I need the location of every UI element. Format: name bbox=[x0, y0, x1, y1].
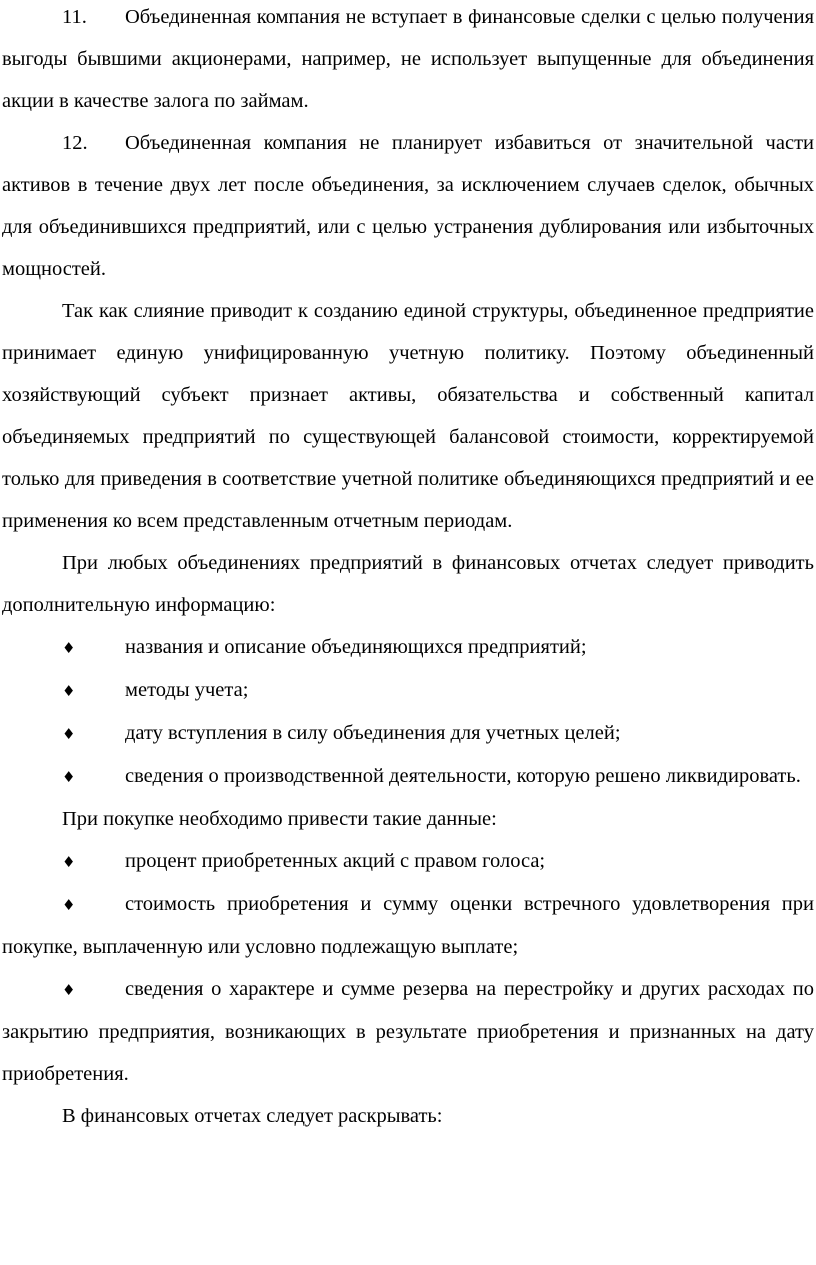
bullet-item bbox=[2, 883, 814, 968]
bullet-item bbox=[2, 669, 814, 712]
item-number: 12. bbox=[62, 132, 88, 154]
item-text: Объединенная компания не вступает в финансовые сделки с целью получения выгоды бывшими акционерами, например, не использует выпущенные для объединения акции в качестве залога по займам. bbox=[2, 6, 814, 112]
paragraph-final: В финансовых отчетах следует раскрывать: bbox=[62, 1105, 443, 1127]
bullet-text: сведения о производственной деятельности, которую решено ликвидировать. bbox=[125, 765, 801, 787]
bullet-item bbox=[2, 755, 814, 798]
diamond-bullet-icon: ♦ bbox=[62, 725, 76, 743]
bullet-text: дату вступления в силу объединения для учетных целей; bbox=[125, 722, 621, 744]
bullet-text: стоимость приобретения и сумму оценки встречного удовлетворения при покупке, выплаченную или условно подлежащую выплате; bbox=[2, 893, 814, 958]
bullet-item bbox=[2, 712, 814, 755]
paragraph-merger: Так как слияние приводит к созданию единой структуры, объединенное предприятие принимает единую унифицированную учетную политику. Поэтому объединенный хозяйствующий субъект признает активы, обязательства и собственный капитал объединяемых предприятий по существующей балансовой стоимости, корректируемой только для приведения в соответствие учетной политике объединяющихся предприятий и ее применения ко всем представленным отчетным периодам. bbox=[2, 300, 814, 532]
bullet-text: процент приобретенных акций с правом голоса; bbox=[125, 850, 546, 872]
paragraph-purchase-intro: При покупке необходимо привести такие данные: bbox=[62, 808, 497, 830]
bullet-item bbox=[2, 840, 814, 883]
diamond-bullet-icon: ♦ bbox=[62, 981, 76, 999]
bullet-text: названия и описание объединяющихся предприятий; bbox=[125, 636, 587, 658]
item-number: 11. bbox=[62, 6, 87, 28]
item-text: Объединенная компания не планирует избавиться от значительной части активов в течение двух лет после объединения, за исключением случаев сделок, обычных для объединившихся предприятий, или с целью устранения дублирования или избыточных мощностей. bbox=[2, 132, 814, 280]
paragraph-disclosure-intro: При любых объединениях предприятий в финансовых отчетах следует приводить дополнительную информацию: bbox=[2, 552, 814, 616]
bullet-text: сведения о характере и сумме резерва на перестройку и других расходах по закрытию предприятия, возникающих в результате приобретения и признанных на дату приобретения. bbox=[2, 978, 814, 1085]
diamond-bullet-icon: ♦ bbox=[62, 853, 76, 871]
diamond-bullet-icon: ♦ bbox=[62, 768, 76, 786]
bullet-text: методы учета; bbox=[125, 679, 249, 701]
bullet-item bbox=[2, 626, 814, 669]
diamond-bullet-icon: ♦ bbox=[62, 639, 76, 657]
diamond-bullet-icon: ♦ bbox=[62, 896, 76, 914]
numbered-item-11 bbox=[2, 0, 814, 122]
numbered-item-12 bbox=[2, 122, 814, 290]
diamond-bullet-icon: ♦ bbox=[62, 682, 76, 700]
bullet-item bbox=[2, 968, 814, 1095]
